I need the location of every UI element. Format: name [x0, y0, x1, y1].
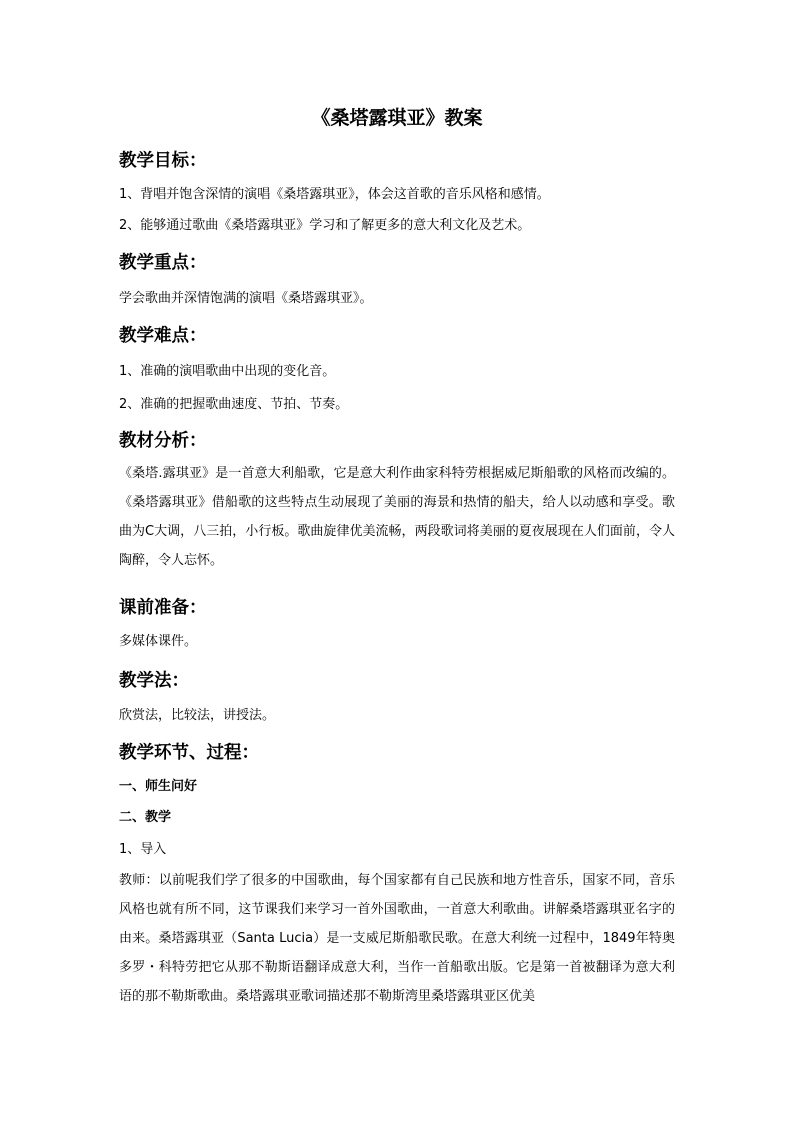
difficulty-item-2: 2、准确的把握歌曲速度、节拍、节奏。: [119, 397, 349, 412]
intro-paragraph: 教师：以前呢我们学了很多的中国歌曲，每个国家都有自己民族和地方性音乐，国家不同，音乐风格也就有所不同，这节课我们来学习一首外国歌曲，一首意大利歌曲。讲解桑塔露琪亚名字的由来。桑塔露琪亚（Santa Lucia）是一支威尼斯船歌民歌。在意大利统一过程中，1849年特奥多罗・科特劳把它从那不勒斯语翻译成意大利，当作一首船歌出版。它是第一首被翻译为意大利语的那不勒斯歌曲。桑塔露琪亚歌词描述那不勒斯湾里桑塔露琪亚区优美: [119, 873, 675, 1004]
process-sub-1: 1、导入: [119, 842, 167, 857]
process-step-1: 一、师生问好: [119, 779, 198, 794]
objective-item-1: 1、背唱并饱含深情的演唱《桑塔露琪亚》，体会这首歌的音乐风格和感情。: [119, 187, 550, 202]
heading-objectives: 教学目标：: [119, 151, 207, 171]
heading-difficulties: 教学难点：: [119, 326, 207, 346]
preparation-text: 多媒体课件。: [119, 634, 198, 649]
heading-methods: 教学法：: [119, 671, 189, 691]
key-points-text: 学会歌曲并深情饱满的演唱《桑塔露琪亚》。: [119, 291, 373, 306]
heading-preparation: 课前准备：: [119, 598, 207, 618]
heading-analysis: 教材分析：: [119, 431, 207, 451]
objective-item-2: 2、能够通过歌曲《桑塔露琪亚》学习和了解更多的意大利文化及艺术。: [119, 218, 531, 233]
analysis-paragraph: 《桑塔.露琪亚》是一首意大利船歌，它是意大利作曲家科特劳根据威尼斯船歌的风格而改编的。《桑塔露琪亚》借船歌的这些特点生动展现了美丽的海景和热情的船夫，给人以动感和享受。歌曲为C大调，八三拍，小行板。歌曲旋律优美流畅，两段歌词将美丽的夏夜展现在人们面前，令人陶醉，令人忘怀。: [119, 466, 675, 568]
process-step-2: 二、教学: [119, 810, 172, 825]
document-title: 《桑塔露琪亚》教案: [311, 107, 483, 129]
heading-key-points: 教学重点：: [119, 253, 207, 273]
heading-process: 教学环节、过程：: [119, 743, 259, 763]
methods-text: 欣赏法，比较法，讲授法。: [119, 708, 276, 723]
difficulty-item-1: 1、准确的演唱歌曲中出现的变化音。: [119, 364, 336, 379]
